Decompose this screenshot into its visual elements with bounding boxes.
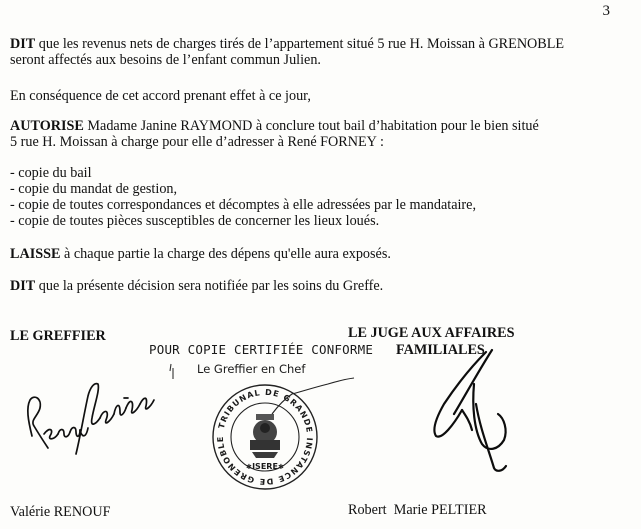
paragraph-dit-notifiee (10, 278, 383, 294)
paragraph-line: que la présente décision sera notifiée par les soins du Greffe. (35, 278, 384, 294)
keyword-dit: DIT (10, 278, 36, 294)
paragraph-consequence: En conséquence de cet accord prenant effet à ce jour, (10, 88, 311, 104)
paragraph-line: 5 rue H. Moissan à charge pour elle d’adresser à René FORNEY : (10, 134, 384, 150)
signatory-juge-name: Robert Marie PELTIER (348, 502, 487, 518)
paragraph-line: que les revenus nets de charges tirés de l’appartement situé 5 rue H. Moissan à GRENOBLE (35, 36, 565, 52)
page-number: 3 (602, 3, 610, 19)
greffier-title: LE GREFFIER (10, 328, 106, 344)
svg-text:✱: ✱ (246, 463, 252, 471)
keyword-dit: DIT (10, 36, 36, 52)
seal-bottom-text: ISERE (252, 462, 278, 471)
greffier-en-chef-stamp-text: Le Greffier en Chef (197, 362, 306, 376)
certified-copy-stamp-text: POUR COPIE CERTIFIÉE CONFORME (149, 342, 374, 357)
list-item: - copie du bail (10, 165, 92, 181)
keyword-laisse: LAISSE (10, 246, 61, 262)
paragraph-laisse (10, 246, 391, 262)
stamp-marks-icon (168, 362, 180, 382)
svg-text:✱: ✱ (278, 463, 284, 471)
juge-signature-icon (418, 344, 518, 479)
paragraph-line: à chaque partie la charge des dépens qu'elle aura exposés. (60, 246, 391, 262)
greffier-en-chef-signature-icon (268, 370, 358, 420)
juge-title: LE JUGE AUX AFFAIRES (348, 325, 515, 341)
signatory-greffier-name: Valérie RENOUF (10, 504, 111, 520)
juge-title: FAMILIALES (396, 342, 485, 358)
list-item: - copie du mandat de gestion, (10, 181, 178, 197)
greffier-signature-icon (14, 378, 164, 458)
list-item: - copie de toutes correspondances et décomptes à elle adressées par le mandataire, (10, 197, 477, 213)
keyword-autorise: AUTORISE (10, 118, 84, 134)
paragraph-line: seront affectés aux besoins de l’enfant commun Julien. (10, 52, 321, 68)
paragraph-dit-revenus (10, 36, 564, 52)
paragraph-line: Madame Janine RAYMOND à conclure tout bail d’habitation pour le bien situé (83, 118, 539, 134)
paragraph-autorise (10, 118, 539, 134)
seal-arc-text: TRIBUNAL DE GRANDE INSTANCE DE GRENOBLE (215, 387, 315, 487)
list-item: - copie de toutes pièces susceptibles de concerner les lieux loués. (10, 213, 380, 229)
